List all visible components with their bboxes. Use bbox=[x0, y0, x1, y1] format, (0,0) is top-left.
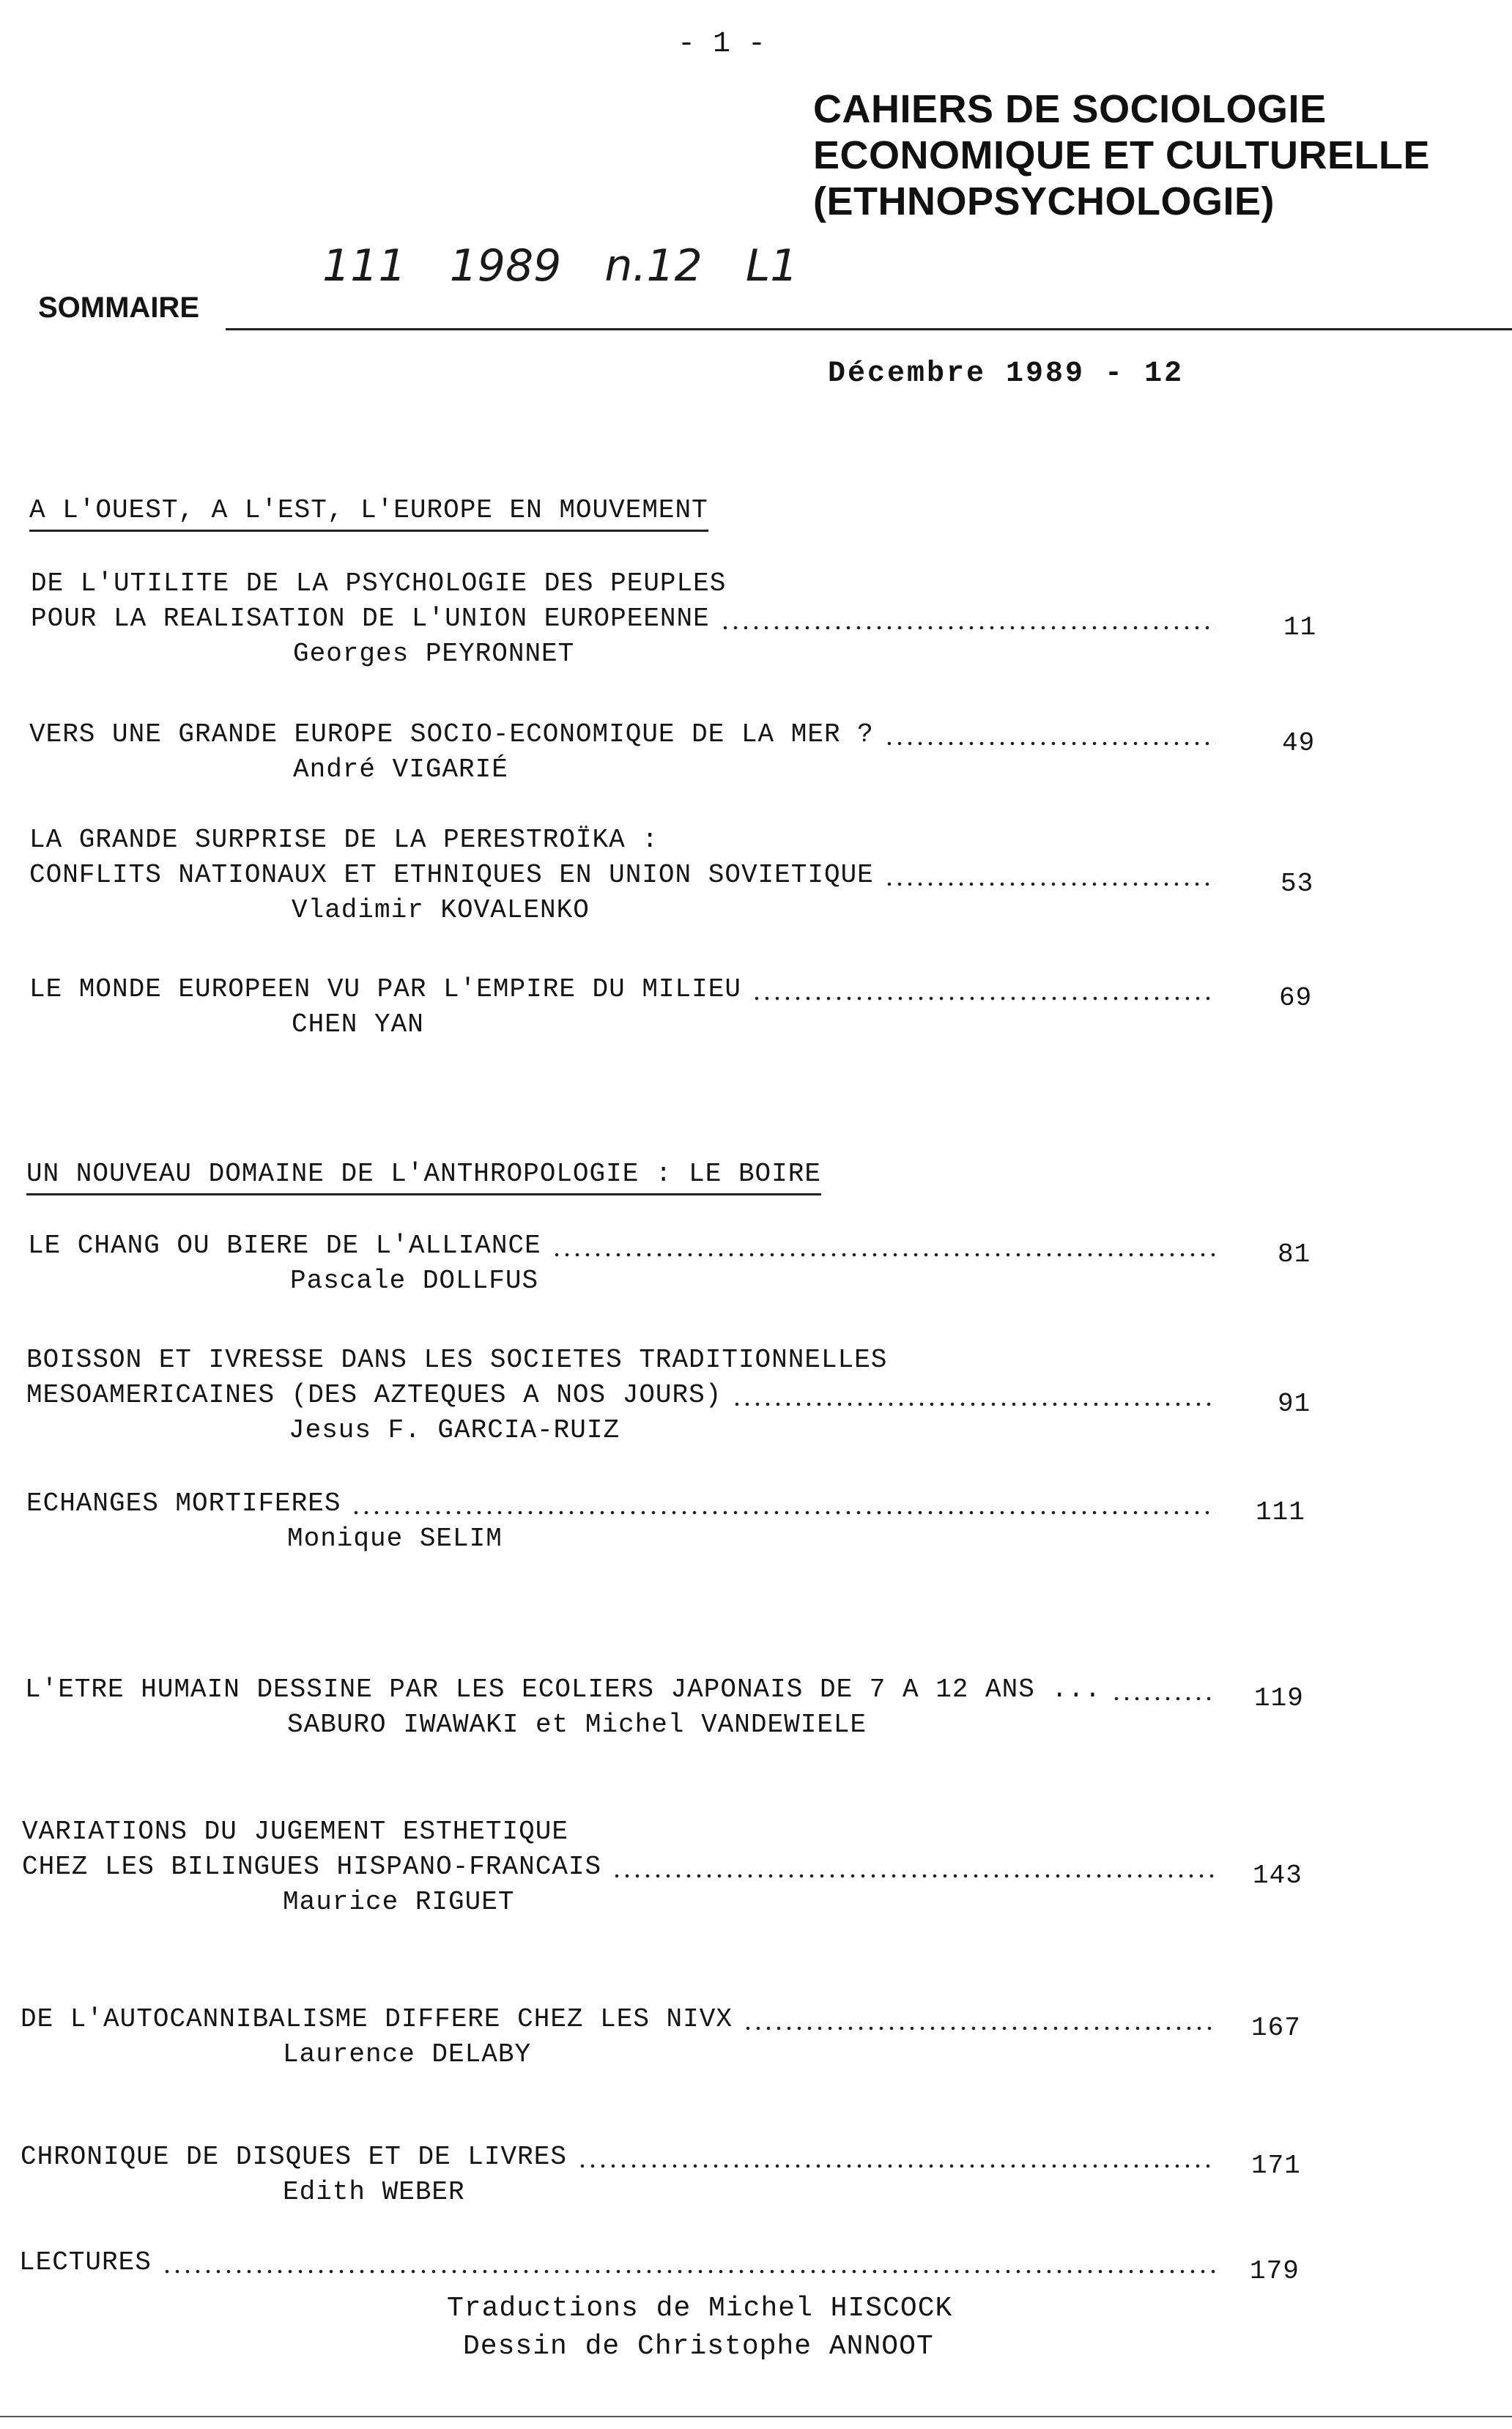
footer-rule bbox=[0, 2416, 1512, 2417]
toc-entry-title-line: MESOAMERICAINES (DES AZTEQUES A NOS JOURS) bbox=[26, 1380, 722, 1410]
dot-leader bbox=[884, 741, 1216, 746]
toc-entry-page: 179 bbox=[1250, 2256, 1300, 2286]
dot-leader bbox=[743, 2026, 1216, 2031]
toc-entry-title-line: DE L'UTILITE DE LA PSYCHOLOGIE DES PEUPLES bbox=[31, 568, 727, 598]
toc-entry-title-line: VERS UNE GRANDE EUROPE SOCIO-ECONOMIQUE DE LA MER ? bbox=[29, 719, 874, 749]
dot-leader bbox=[577, 2164, 1216, 2168]
dot-leader bbox=[720, 626, 1216, 630]
toc-entry-author: SABURO IWAWAKI et Michel VANDEWIELE bbox=[287, 1710, 867, 1740]
dot-leader bbox=[351, 1510, 1216, 1515]
toc-entry-title-line: CONFLITS NATIONAUX ET ETHNIQUES EN UNION SOVIETIQUE bbox=[29, 860, 874, 890]
page-number: - 1 - bbox=[678, 28, 766, 61]
journal-title-line: CAHIERS DE SOCIOLOGIE bbox=[813, 87, 1327, 131]
section-heading: UN NOUVEAU DOMAINE DE L'ANTHROPOLOGIE : LE BOIRE bbox=[26, 1159, 821, 1195]
toc-entry-title-line: DE L'AUTOCANNIBALISME DIFFERE CHEZ LES NIVX bbox=[21, 2004, 733, 2034]
toc-entry-title-line: LE CHANG OU BIERE DE L'ALLIANCE bbox=[28, 1231, 541, 1261]
toc-entry-author: Jesus F. GARCIA-RUIZ bbox=[289, 1415, 620, 1445]
dot-leader bbox=[732, 1402, 1216, 1406]
dot-leader bbox=[884, 882, 1216, 886]
toc-entry-title-line: ECHANGES MORTIFERES bbox=[26, 1488, 341, 1518]
toc-entry-page: 111 bbox=[1256, 1497, 1305, 1527]
sommaire-label: SOMMAIRE bbox=[38, 292, 199, 324]
toc-entry-page: 49 bbox=[1282, 728, 1316, 758]
dot-leader bbox=[612, 1874, 1216, 1878]
dot-leader bbox=[752, 996, 1216, 1001]
toc-entry-title-line: LA GRANDE SURPRISE DE LA PERESTROÏKA : bbox=[29, 825, 659, 855]
journal-title-line: ECONOMIQUE ET CULTURELLE bbox=[813, 133, 1430, 177]
toc-entry-author: Pascale DOLLFUS bbox=[290, 1266, 539, 1296]
toc-entry-title-line: CHRONIQUE DE DISQUES ET DE LIVRES bbox=[21, 2142, 567, 2172]
toc-entry-page: 11 bbox=[1283, 612, 1317, 642]
journal-title-line: (ETHNOPSYCHOLOGIE) bbox=[813, 179, 1275, 223]
toc-entry-page: 53 bbox=[1281, 869, 1314, 899]
toc-entry-title-line: LE MONDE EUROPEEN VU PAR L'EMPIRE DU MILIEU bbox=[29, 974, 741, 1004]
toc-entry-author: CHEN YAN bbox=[292, 1009, 424, 1039]
toc-entry-page: 143 bbox=[1253, 1861, 1302, 1891]
toc-entry-author: André VIGARIÉ bbox=[293, 754, 508, 785]
translation-credit: Traductions de Michel HISCOCK bbox=[447, 2293, 953, 2324]
dot-leader bbox=[552, 1253, 1216, 1257]
toc-entry-page: 81 bbox=[1278, 1239, 1311, 1269]
toc-entry-title-line: LECTURES bbox=[19, 2247, 152, 2277]
toc-entry-author: Laurence DELABY bbox=[283, 2039, 532, 2069]
toc-entry-page: 91 bbox=[1278, 1389, 1311, 1419]
handwritten-note: 111 1989 n.12 L1 bbox=[322, 240, 798, 292]
journal-title bbox=[813, 86, 1430, 225]
toc-entry-page: 119 bbox=[1254, 1683, 1304, 1713]
section-heading: A L'OUEST, A L'EST, L'EUROPE EN MOUVEMENT bbox=[29, 495, 708, 532]
toc-entry-author: Georges PEYRONNET bbox=[293, 639, 575, 669]
toc-entry-page: 167 bbox=[1251, 2013, 1301, 2043]
toc-entry-author: Edith WEBER bbox=[283, 2177, 465, 2207]
dot-leader bbox=[162, 2269, 1216, 2274]
toc-entry-page: 69 bbox=[1279, 983, 1313, 1013]
toc-entry-title-line: VARIATIONS DU JUGEMENT ESTHETIQUE bbox=[22, 1817, 568, 1847]
issue-date: Décembre 1989 - 12 bbox=[828, 357, 1185, 390]
toc-entry-author: Vladimir KOVALENKO bbox=[292, 895, 590, 925]
toc-entry-title-line: L'ETRE HUMAIN DESSINE PAR LES ECOLIERS JAPONAIS DE 7 A 12 ANS ... bbox=[25, 1675, 1102, 1705]
toc-entry-author: Monique SELIM bbox=[287, 1524, 503, 1554]
header-rule bbox=[226, 328, 1512, 330]
toc-entry-title-line: POUR LA REALISATION DE L'UNION EUROPEENNE bbox=[31, 604, 710, 634]
toc-entry-page: 171 bbox=[1251, 2151, 1301, 2181]
dot-leader bbox=[1111, 1696, 1216, 1701]
illustration-credit: Dessin de Christophe ANNOOT bbox=[463, 2331, 934, 2362]
toc-entry-author: Maurice RIGUET bbox=[283, 1887, 515, 1917]
toc-entry-title-line: BOISSON ET IVRESSE DANS LES SOCIETES TRADITIONNELLES bbox=[26, 1345, 888, 1375]
toc-entry-title-line: CHEZ LES BILINGUES HISPANO-FRANCAIS bbox=[22, 1852, 602, 1882]
